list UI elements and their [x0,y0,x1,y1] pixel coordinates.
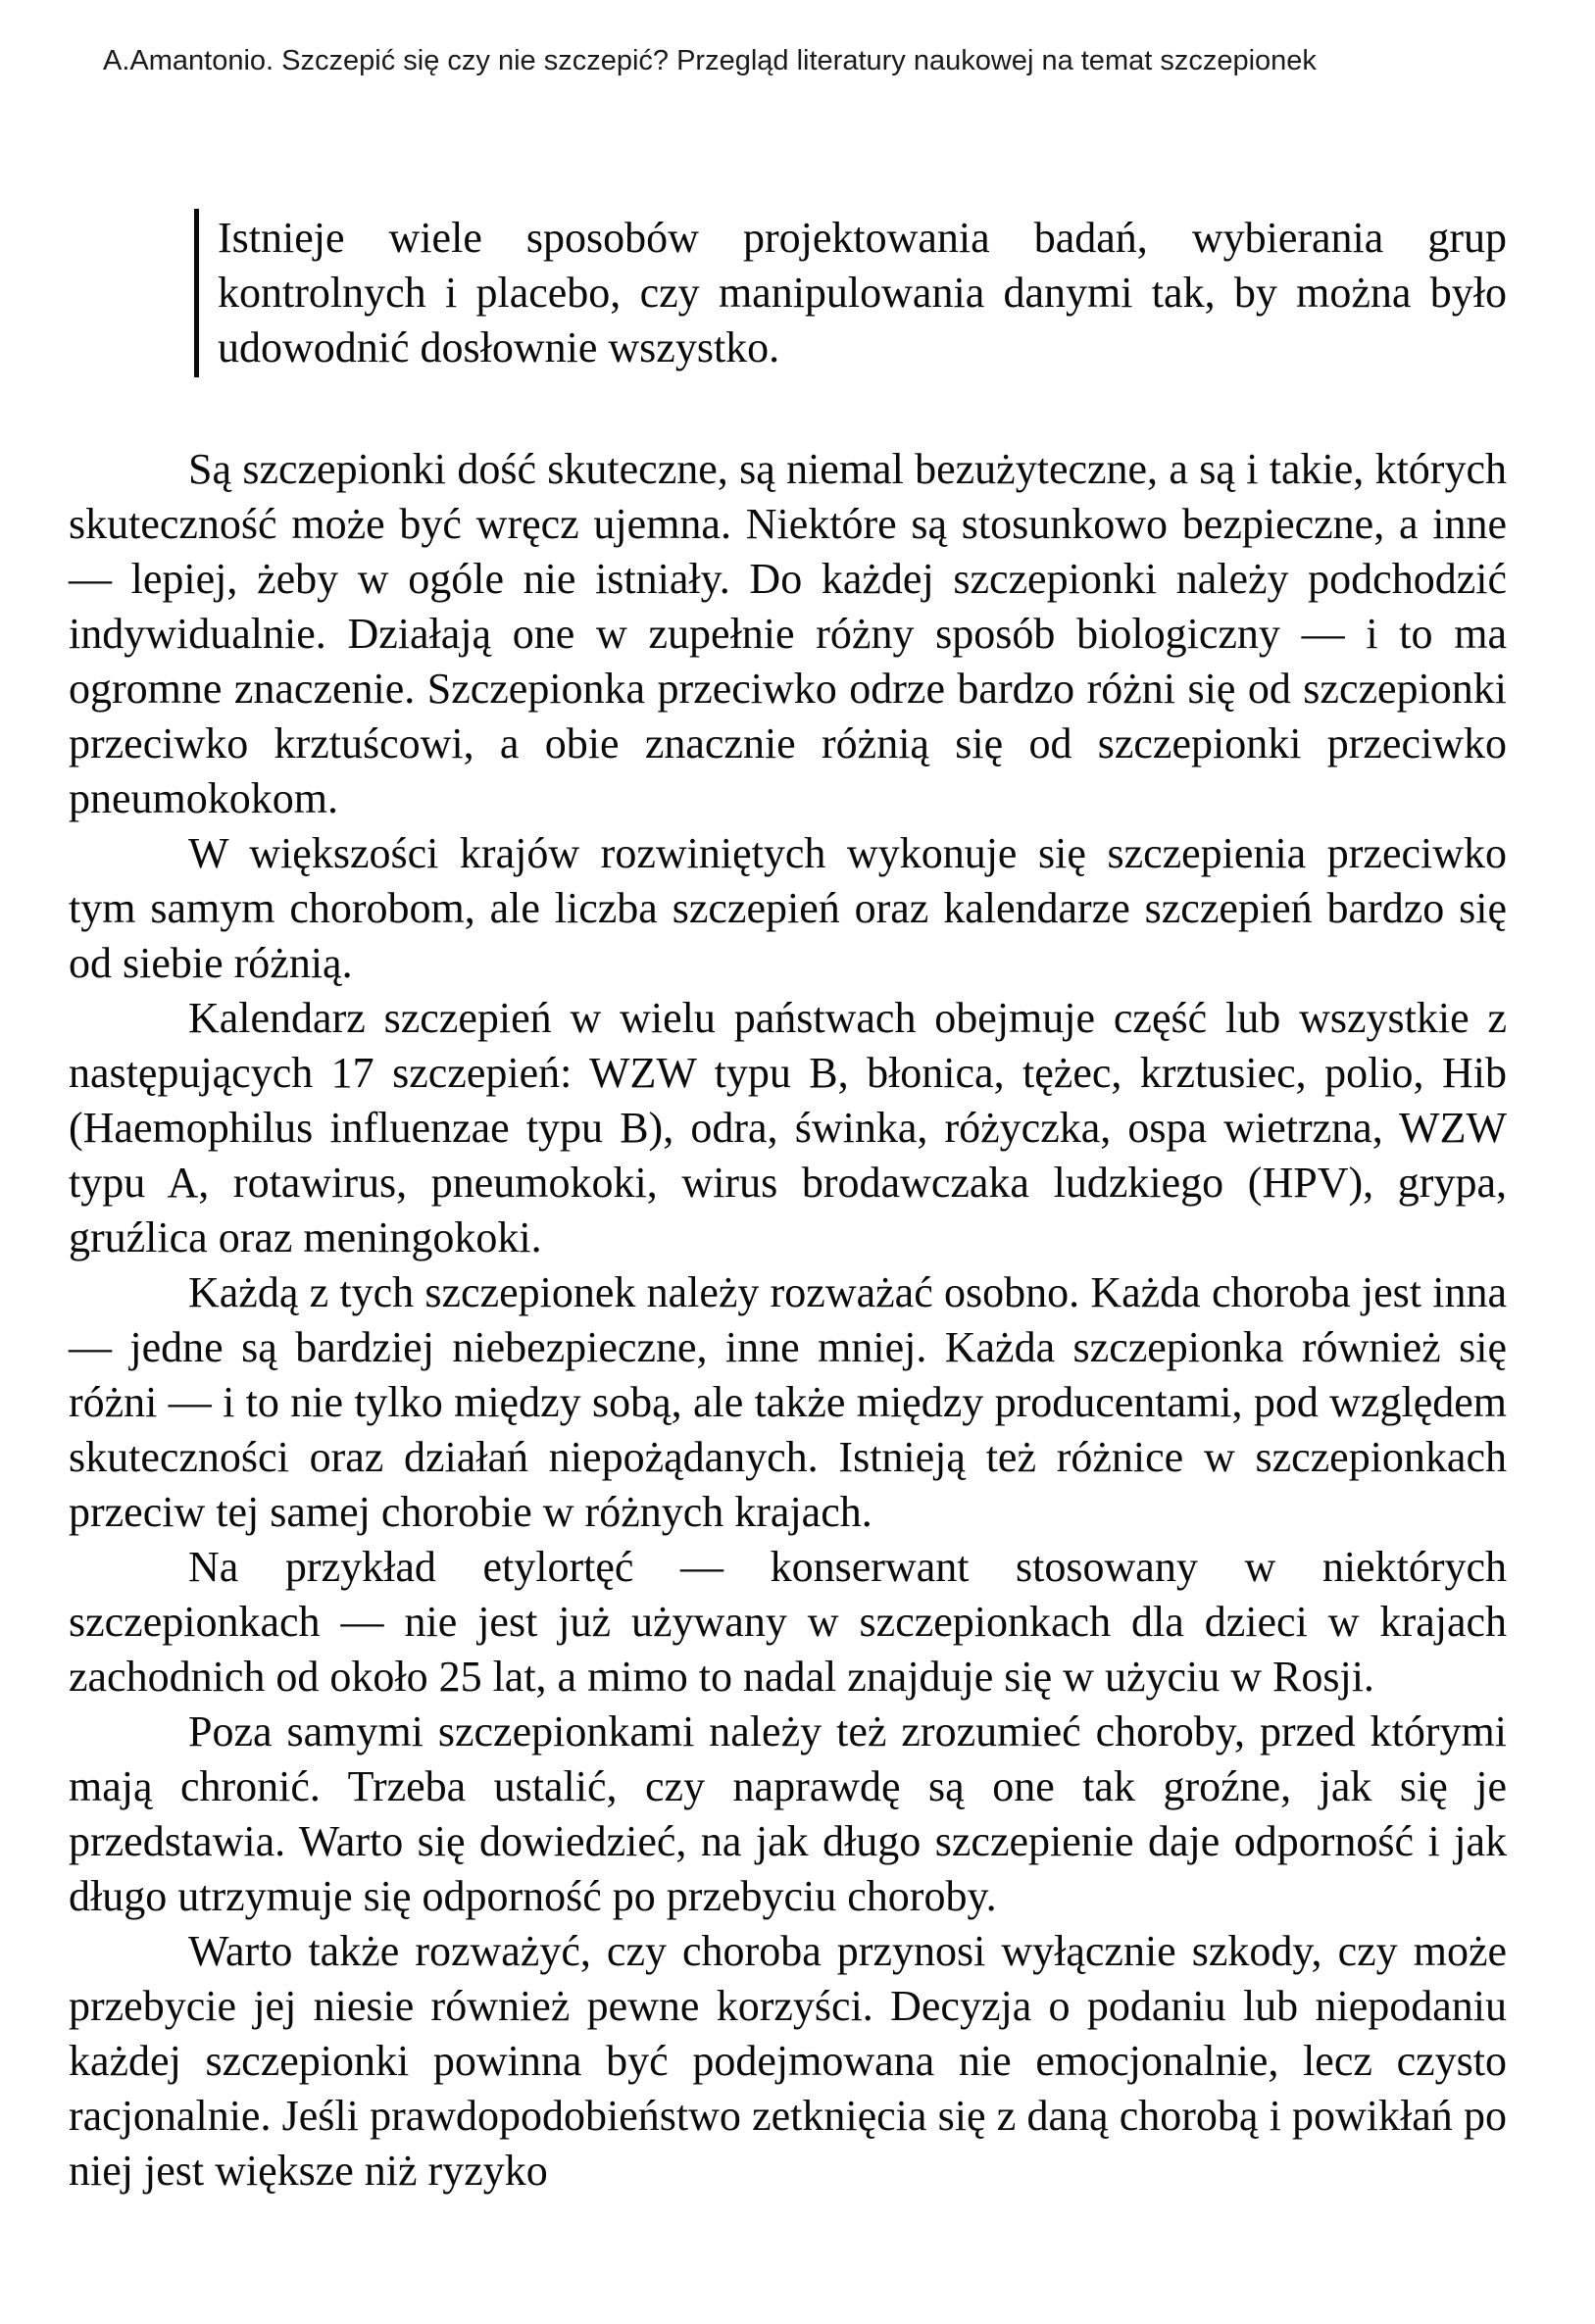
running-header: A.Amantonio. Szczepić się czy nie szczepić? Przegląd literatury naukowej na temat szczepionek [103,45,1317,76]
paragraph-3: Kalendarz szczepień w wielu państwach obejmuje część lub wszystkie z następujących 17 szczepień: WZW typu B, błonica, tężec, krztusiec, polio, Hib (Haemophilus influenzae typu B), odra, świnka, różyczka, ospa wietrzna, WZW typu A, rotawirus, pneumokoki, wirus brodawczaka ludzkiego (HPV), grypa, gruźlica oraz meningokoki. [69,994,1507,1261]
body-text [69,442,1507,2199]
paragraph-5: Na przykład etylortęć — konserwant stosowany w niektórych szczepionkach — nie jest już używany w szczepionkach dla dzieci w krajach zachodnich od około 25 lat, a mimo to nadal znajduje się w użyciu w Rosji. [69,1543,1507,1701]
quote-block [194,209,1507,377]
paragraph-2: W większości krajów rozwiniętych wykonuje się szczepienia przeciwko tym samym chorobom, ale liczba szczepień oraz kalendarze szczepień bardzo się od siebie różnią. [69,829,1507,987]
paragraph-4: Każdą z tych szczepionek należy rozważać osobno. Każda choroba jest inna — jedne są bardziej niebezpieczne, inne mniej. Każda szczepionka również się różni — i to nie tylko między sobą, ale także między producentami, pod względem skuteczności oraz działań niepożądanych. Istnieją też różnice w szczepionkach przeciw tej samej chorobie w różnych krajach. [69,1268,1507,1536]
quote-text: Istnieje wiele sposobów projektowania badań, wybierania grup kontrolnych i placebo, czy manipulowania danymi tak, by można było udowodnić dosłownie wszystko. [218,214,1507,371]
paragraph-1: Są szczepionki dość skuteczne, są niemal bezużyteczne, a są i takie, których skuteczność może być wręcz ujemna. Niektóre są stosunkowo bezpieczne, a inne — lepiej, żeby w ogóle nie istniały. Do każdej szczepionki należy podchodzić indywidualnie. Działają one w zupełnie różny sposób biologiczny — i to ma ogromne znaczenie. Szczepionka przeciwko odrze bardzo różni się od szczepionki przeciwko krztuścowi, a obie znacznie różnią się od szczepionki przeciwko pneumokokom. [69,445,1507,822]
paragraph-7: Warto także rozważyć, czy choroba przynosi wyłącznie szkody, czy może przebycie jej niesie również pewne korzyści. Decyzja o podaniu lub niepodaniu każdej szczepionki powinna być podejmowana nie emocjonalnie, lecz czysto racjonalnie. Jeśli prawdopodobieństwo zetknięcia się z daną chorobą i powikłań po niej jest większe niż ryzyko [69,1927,1507,2195]
paragraph-6: Poza samymi szczepionkami należy też zrozumieć choroby, przed którymi mają chronić. Trzeba ustalić, czy naprawdę są one tak groźne, jak się je przedstawia. Warto się dowiedzieć, na jak długo szczepienie daje odporność i jak długo utrzymuje się odporność po przebyciu choroby. [69,1707,1507,1920]
